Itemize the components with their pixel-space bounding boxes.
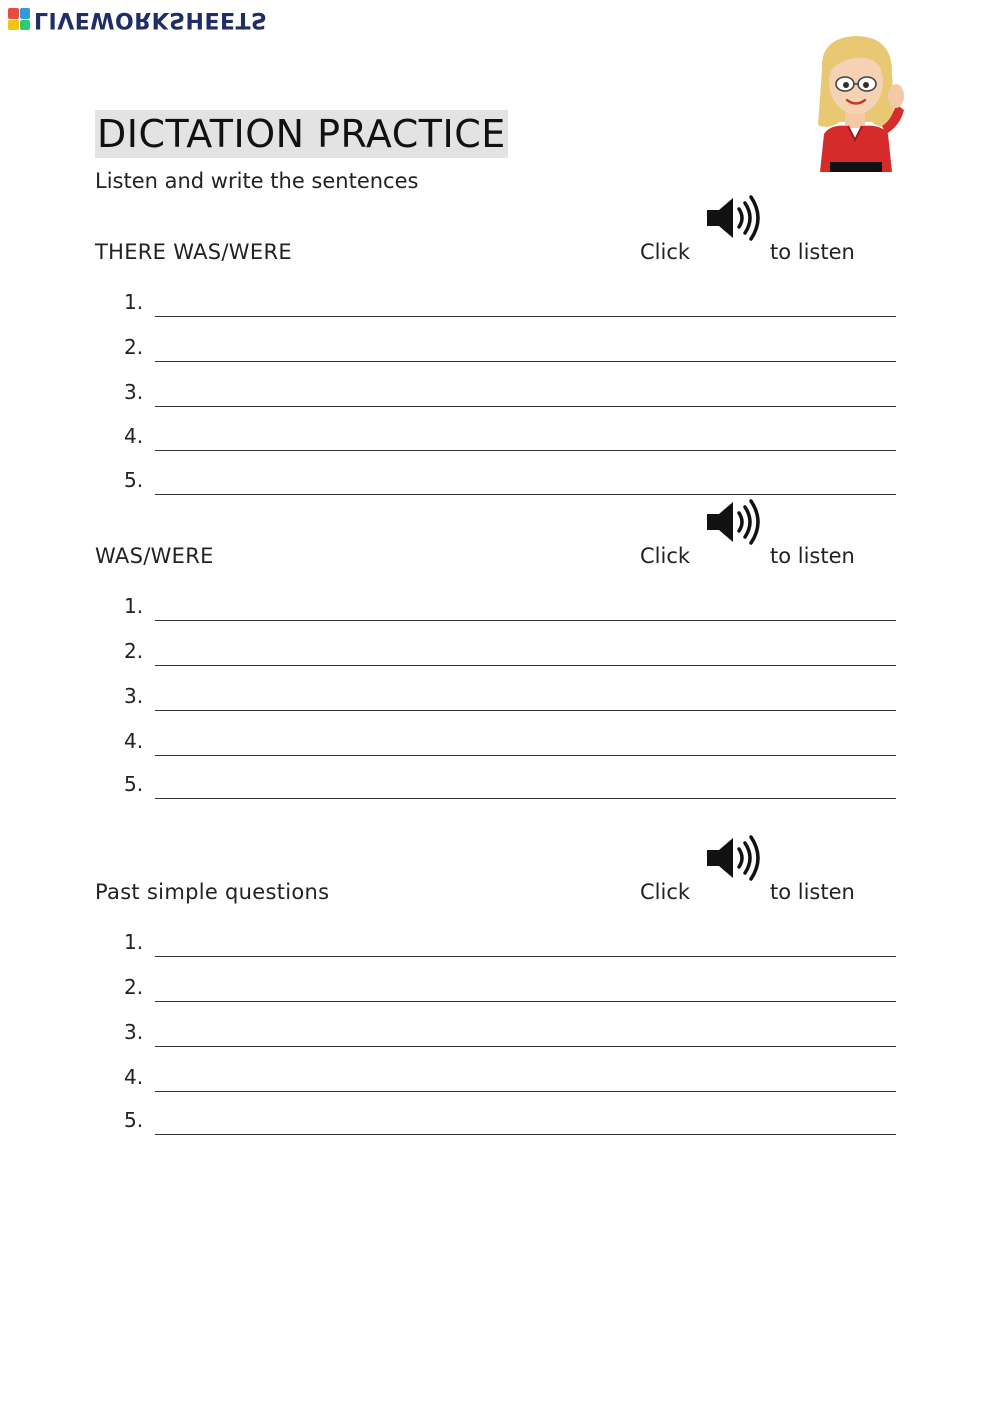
logo-blocks-icon	[8, 8, 30, 30]
item-number: 3.	[124, 380, 144, 404]
answer-input[interactable]	[155, 775, 896, 799]
answer-row	[0, 423, 1000, 459]
listen-label: to listen	[770, 544, 855, 568]
liveworksheets-logo	[8, 4, 267, 34]
click-label: Click	[640, 880, 691, 904]
answer-row	[0, 593, 1000, 629]
page-subtitle: Listen and write the sentences	[95, 169, 419, 193]
answer-row	[0, 1064, 1000, 1100]
answer-row	[0, 929, 1000, 965]
section-title: WAS/WERE	[95, 544, 214, 568]
logo-text: LIVEWORKSHEETS	[34, 7, 268, 32]
answer-input[interactable]	[155, 732, 896, 756]
answer-input[interactable]	[155, 642, 896, 666]
answer-input[interactable]	[155, 597, 896, 621]
answer-input[interactable]	[155, 933, 896, 957]
answer-input[interactable]	[155, 687, 896, 711]
answer-row	[0, 1019, 1000, 1055]
answer-row	[0, 683, 1000, 719]
speaker-icon[interactable]	[703, 193, 763, 243]
item-number: 4.	[124, 729, 144, 753]
answer-input[interactable]	[155, 1111, 896, 1135]
page-title: DICTATION PRACTICE	[97, 112, 506, 156]
item-number: 5.	[124, 468, 144, 492]
answer-row	[0, 289, 1000, 325]
item-number: 4.	[124, 424, 144, 448]
item-number: 1.	[124, 930, 144, 954]
click-label: Click	[640, 544, 691, 568]
item-number: 2.	[124, 975, 144, 999]
item-number: 1.	[124, 594, 144, 618]
answer-row	[0, 379, 1000, 415]
item-number: 5.	[124, 1108, 144, 1132]
item-number: 1.	[124, 290, 144, 314]
answer-row	[0, 638, 1000, 674]
speaker-icon[interactable]	[703, 497, 763, 547]
answer-input[interactable]	[155, 383, 896, 407]
item-number: 2.	[124, 639, 144, 663]
answer-row	[0, 771, 1000, 807]
speaker-icon[interactable]	[703, 833, 763, 883]
answer-input[interactable]	[155, 1068, 896, 1092]
listen-label: to listen	[770, 240, 855, 264]
answer-row	[0, 1107, 1000, 1143]
item-number: 3.	[124, 684, 144, 708]
section-title: THERE WAS/WERE	[95, 240, 292, 264]
item-number: 2.	[124, 335, 144, 359]
item-number: 3.	[124, 1020, 144, 1044]
teacher-avatar-image	[800, 30, 912, 172]
section-title: Past simple questions	[95, 880, 330, 904]
answer-row	[0, 974, 1000, 1010]
answer-row	[0, 728, 1000, 764]
item-number: 4.	[124, 1065, 144, 1089]
answer-input[interactable]	[155, 338, 896, 362]
answer-input[interactable]	[155, 293, 896, 317]
answer-row	[0, 334, 1000, 370]
answer-input[interactable]	[155, 427, 896, 451]
listen-label: to listen	[770, 880, 855, 904]
answer-input[interactable]	[155, 1023, 896, 1047]
click-label: Click	[640, 240, 691, 264]
answer-row	[0, 467, 1000, 503]
item-number: 5.	[124, 772, 144, 796]
answer-input[interactable]	[155, 471, 896, 495]
answer-input[interactable]	[155, 978, 896, 1002]
